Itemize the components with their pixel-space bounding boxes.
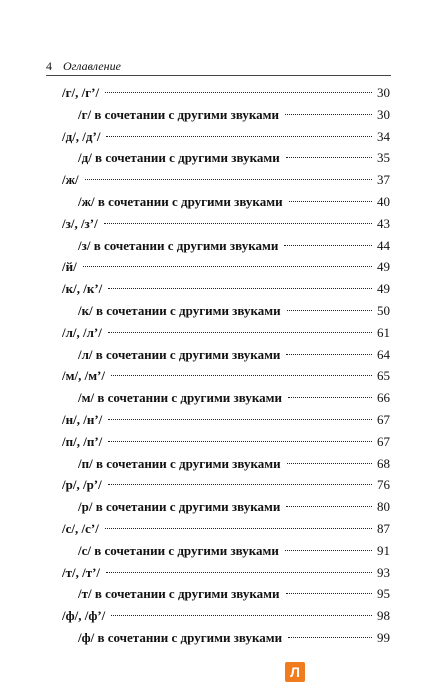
toc-entry-label: /ж/ в сочетании с другими звуками [78, 194, 283, 209]
toc-entry[interactable] [78, 497, 390, 517]
toc-entry-page: 49 [377, 281, 390, 297]
toc-entry-page: 35 [377, 150, 390, 166]
toc-leader-dots [111, 375, 372, 376]
toc-entry-label: /г/, /г’/ [62, 85, 100, 100]
toc-entry-page: 99 [377, 630, 390, 645]
toc-entry-label: /к/, /к’/ [62, 281, 103, 297]
toc-entry[interactable] [62, 127, 390, 147]
toc-leader-dots [106, 136, 372, 137]
toc-entry[interactable] [78, 148, 390, 168]
toc-entry-page: 76 [377, 477, 390, 493]
toc-entry[interactable] [62, 366, 390, 386]
toc-leader-dots [104, 223, 372, 224]
toc-entry-label: /й/ [62, 259, 77, 275]
toc-entry-page: 64 [377, 346, 390, 362]
toc-entry-label: /м/ в сочетании с другими звуками [78, 390, 282, 406]
toc-entry-page: 95 [377, 586, 390, 602]
toc-entry-label: /л/, /л’/ [62, 324, 102, 340]
toc-entry-label: /ж/ [62, 172, 79, 188]
toc-entry-page: 30 [377, 85, 390, 100]
toc-entry-page: 50 [377, 303, 390, 318]
toc-entry[interactable] [78, 236, 390, 256]
toc-leader-dots [108, 441, 372, 442]
toc-entry-page: 68 [377, 455, 390, 471]
toc-entry[interactable] [78, 388, 390, 408]
toc-entry-page: 93 [377, 564, 390, 580]
running-header [46, 57, 391, 75]
toc-entry[interactable] [62, 214, 390, 234]
toc-entry[interactable] [62, 410, 390, 430]
toc-entry[interactable] [62, 257, 390, 277]
toc-entry[interactable] [62, 83, 390, 103]
toc-leader-dots [106, 572, 372, 573]
toc-entry-label: /т/ в сочетании с другими звуками [78, 586, 280, 602]
toc-entry[interactable] [78, 345, 390, 365]
toc-entry-label: /ф/ в сочетании с другими звуками [78, 630, 283, 645]
toc-entry-label: /с/, /с’/ [62, 521, 99, 536]
toc-entry[interactable] [62, 279, 390, 299]
toc-entry-page: 61 [377, 324, 390, 340]
toc-leader-dots [85, 179, 372, 180]
toc-entry-page: 91 [377, 542, 390, 558]
toc-entry[interactable] [62, 432, 390, 452]
toc-leader-dots [288, 397, 372, 398]
publisher-logo [285, 662, 305, 682]
toc-entry[interactable] [62, 475, 390, 495]
toc-leader-dots [108, 484, 372, 485]
toc-entry[interactable] [78, 192, 390, 212]
toc-entry-page: 37 [377, 172, 390, 188]
toc-leader-dots [111, 615, 372, 616]
toc-leader-dots [105, 528, 372, 529]
toc-entry-label: /с/ в сочетании с другими звуками [78, 542, 279, 558]
toc-entry[interactable] [78, 541, 390, 561]
toc-entry-label: /р/ в сочетании с другими звуками [78, 499, 281, 515]
toc-entry-label: /з/, /з’/ [62, 215, 98, 231]
toc-entry-label: /п/, /п’/ [62, 433, 103, 449]
toc-entry-page: 66 [377, 390, 390, 406]
publisher-logo-letter: Л [290, 664, 300, 680]
toc-entry[interactable] [78, 628, 390, 648]
toc-entry[interactable] [78, 584, 390, 604]
toc-entry-page: 87 [377, 521, 390, 536]
toc-leader-dots [286, 506, 372, 507]
toc-leader-dots [287, 310, 372, 311]
toc-leader-dots [287, 463, 372, 464]
toc-leader-dots [285, 114, 372, 115]
toc-leader-dots [286, 593, 372, 594]
header-title: Оглавление [63, 59, 121, 73]
toc-entry-page: 43 [377, 215, 390, 231]
toc-entry[interactable] [62, 323, 390, 343]
toc-entry-page: 67 [377, 412, 390, 427]
toc-entry-label: /д/ в сочетании с другими звуками [78, 150, 280, 166]
toc-entry-label: /д/, /д’/ [62, 128, 101, 144]
toc-entry-label: /ф/, /ф’/ [62, 608, 106, 624]
toc-entry[interactable] [62, 170, 390, 190]
toc-entry-label: /м/, /м’/ [62, 368, 105, 384]
toc-leader-dots [108, 332, 372, 333]
toc-leader-dots [286, 354, 372, 355]
toc-leader-dots [288, 637, 372, 638]
toc-entry-page: 49 [377, 259, 390, 275]
toc-entry-page: 34 [377, 128, 390, 144]
toc-entry-page: 30 [377, 106, 390, 122]
toc-entry-label: /н/, /н’/ [62, 412, 103, 427]
toc-entry-label: /з/ в сочетании с другими звуками [78, 237, 279, 253]
toc-leader-dots [108, 288, 372, 289]
toc-entry[interactable] [78, 301, 390, 321]
toc-entry[interactable] [62, 519, 390, 539]
toc-entry[interactable] [62, 563, 390, 583]
toc-entry-label: /п/ в сочетании с другими звуками [78, 455, 281, 471]
toc-leader-dots [108, 419, 372, 420]
toc-entry-label: /г/ в сочетании с другими звуками [78, 106, 280, 122]
toc-entry-page: 98 [377, 608, 390, 624]
toc-entry-page: 80 [377, 499, 390, 515]
toc-entry-page: 67 [377, 433, 390, 449]
toc-entry[interactable] [78, 454, 390, 474]
toc-entry[interactable] [78, 105, 390, 125]
toc-leader-dots [286, 157, 372, 158]
toc-leader-dots [285, 550, 372, 551]
toc-entry[interactable] [62, 606, 390, 626]
header-divider [46, 75, 391, 76]
toc-entry-page: 65 [377, 368, 390, 384]
toc-leader-dots [83, 266, 372, 267]
toc-leader-dots [105, 92, 372, 93]
toc-entry-label: /р/, /р’/ [62, 477, 102, 493]
toc-entry-label: /т/, /т’/ [62, 564, 101, 580]
toc-entry-page: 40 [377, 194, 390, 209]
toc-entry-label: /л/ в сочетании с другими звуками [78, 346, 281, 362]
header-page-number: 4 [46, 59, 52, 73]
toc-entry-label: /к/ в сочетании с другими звуками [78, 303, 281, 318]
toc-entry-page: 44 [377, 237, 390, 253]
toc-leader-dots [284, 245, 372, 246]
toc-leader-dots [289, 201, 372, 202]
